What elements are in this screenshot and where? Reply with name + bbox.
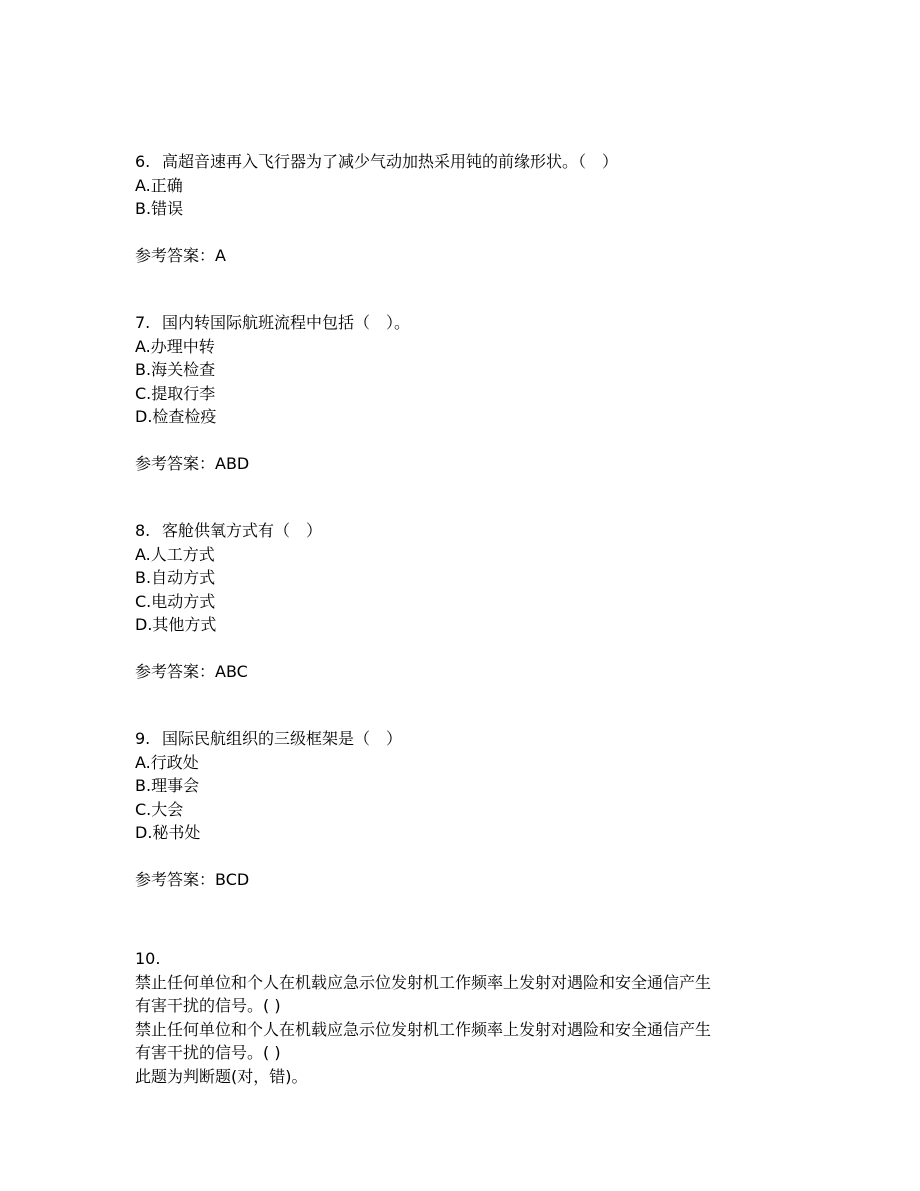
spacer <box>135 683 815 727</box>
option-b: B.自动方式 <box>135 568 216 587</box>
question-6 <box>135 150 815 267</box>
question-text: 客舱供氧方式有（ ） <box>162 521 323 540</box>
question-number: 9. <box>135 729 151 748</box>
spacer <box>135 891 815 947</box>
question-text-line: 禁止任何单位和个人在机载应急示位发射机工作频率上发射对遇险和安全通信产生 <box>135 1019 712 1039</box>
question-stem <box>135 727 815 751</box>
spacer <box>135 475 815 519</box>
option-b: B.错误 <box>135 199 184 218</box>
question-number: 7. <box>135 313 151 332</box>
document-page <box>135 150 815 1088</box>
question-number: 6. <box>135 152 151 171</box>
question-8 <box>135 519 815 683</box>
question-stem <box>135 150 815 174</box>
reference-answer: 参考答案：ABC <box>135 661 248 681</box>
question-text: 国际民航组织的三级框架是（ ） <box>162 729 403 748</box>
question-text-line: 禁止任何单位和个人在机载应急示位发射机工作频率上发射对遇险和安全通信产生 <box>135 972 712 992</box>
option-a: A.行政处 <box>135 752 199 772</box>
question-type-note: 此题为判断题(对，错)。 <box>135 1066 308 1086</box>
option-b: B.理事会 <box>135 776 200 795</box>
option-a: A.办理中转 <box>135 336 215 356</box>
option-d: D.秘书处 <box>135 823 201 842</box>
question-stem <box>135 311 815 335</box>
option-c: C.提取行李 <box>135 383 216 403</box>
question-text-line: 有害干扰的信号。( ) <box>135 996 281 1015</box>
question-number: 10. <box>135 949 161 968</box>
option-a: A.正确 <box>135 175 183 195</box>
option-d: D.检查检疫 <box>135 407 217 426</box>
option-c: C.电动方式 <box>135 591 216 611</box>
option-d: D.其他方式 <box>135 615 217 634</box>
spacer <box>135 267 815 311</box>
reference-answer: 参考答案：ABD <box>135 453 250 473</box>
question-7 <box>135 311 815 475</box>
question-stem <box>135 519 815 543</box>
question-10 <box>135 947 815 1088</box>
question-number: 8. <box>135 521 151 540</box>
question-text-line: 有害干扰的信号。( ) <box>135 1043 281 1062</box>
question-text: 高超音速再入飞行器为了减少气动加热采用钝的前缘形状。（ ） <box>162 152 619 171</box>
question-9 <box>135 727 815 891</box>
option-a: A.人工方式 <box>135 544 215 564</box>
option-b: B.海关检查 <box>135 360 216 379</box>
option-c: C.大会 <box>135 799 184 819</box>
question-text: 国内转国际航班流程中包括（ ）。 <box>162 313 411 332</box>
reference-answer: 参考答案：BCD <box>135 869 250 889</box>
reference-answer: 参考答案：A <box>135 245 226 265</box>
